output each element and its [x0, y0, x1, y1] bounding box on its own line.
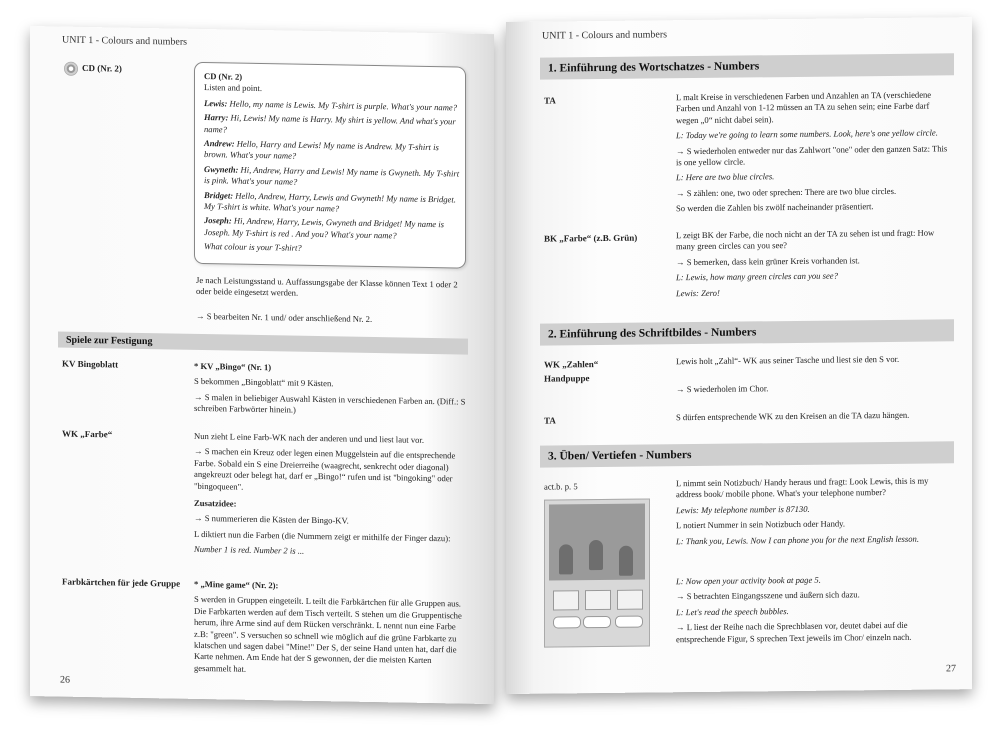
section-3: 3. Üben/ Vertiefen - Numbers: [540, 441, 954, 467]
line-text: Hi, Andrew, Harry, Lewis, Gwyneth and Bridget! My name is Joseph. My T-shirt is red . And you? What's your name?: [204, 216, 444, 241]
speaker: Andrew:: [204, 138, 235, 149]
note-arrow: → S bearbeiten Nr. 1 und/ oder anschließend Nr. 2.: [196, 310, 373, 324]
page-number: 26: [60, 674, 70, 686]
line-text: Hi, Andrew, Harry and Lewis! My name is Gwyneth. My T-shirt is pink. What's your name?: [204, 164, 460, 187]
figure: [589, 540, 603, 570]
line-text: Hello, Andrew, Harry, Lewis and Gwyneth! My name is Bridget. My T-shirt is white. What's your name?: [204, 190, 456, 214]
speaker: Lewis:: [204, 97, 228, 109]
s1-p3: L: Here are two blue circles.: [676, 171, 775, 183]
s3-text-b: [676, 573, 951, 649]
farbe-p3: → S nummerieren die Kästen der Bingo-KV.: [194, 513, 349, 527]
cd-icon: [64, 62, 78, 76]
dialogue-lines: [204, 98, 460, 243]
row-farbe: [194, 431, 469, 564]
row-mine-game: [194, 579, 469, 683]
label-wk-zahlen: WK „Zahlen“: [544, 359, 599, 370]
speaker: Joseph:: [204, 215, 232, 226]
farbe-p1: → S machen ein Kreuz oder legen einen Muggelstein auf die entsprechende Farbe. Sobald ein S eine Dreierreihe (waagrecht, senkrecht oder diagonal) angekreuzt oder belegt hat, darf er „Bingo!“ rufen und ist "bingoking" oder "bingoqueen".: [194, 446, 456, 492]
s1-p4: → S zählen: one, two oder sprechen: There are two blue circles.: [676, 185, 897, 199]
dialogue-box: [194, 62, 466, 269]
speaker: Bridget:: [204, 189, 234, 201]
line-text: Hello, Harry and Lewis! My name is Andrew. My T-shirt is brown. What's your name?: [204, 138, 439, 162]
section-2: 2. Einführung des Schriftbildes - Numbers: [540, 319, 954, 345]
line-text: Hi, Lewis! My name is Harry. My shirt is yellow. And what's your name?: [204, 112, 456, 135]
bingo-p1: S bekommen „Bingoblatt“ mit 9 Kästen.: [194, 376, 334, 389]
dialogue-line: [204, 216, 460, 243]
s3-p2: L notiert Nummer in sein Notizbuch oder Handy.: [676, 518, 846, 531]
section-1: 1. Einführung des Wortschatzes - Numbers: [540, 53, 954, 79]
s3-p7: → L liest der Reihe nach die Sprechblasen vor, deutet dabei auf die entsprechende Figur, S sprechen Text jeweils im Chor/ einzeln nach.: [676, 620, 912, 644]
line-text: Hello, my name is Lewis. My T-shirt is purple. What's your name?: [229, 98, 458, 113]
running-header: UNIT 1 - Colours and numbers: [542, 29, 668, 42]
box-subtitle: Listen and point.: [204, 82, 262, 94]
mine-p1: S werden in Gruppen eingeteilt. L teilt die Farbkärtchen für alle Gruppen aus. Die Farbkarten werden auf dem Tisch verteilt. S stehen um die Gruppentische herum, ihre Arme sind auf dem Rücken verschränkt. L nennt nun eine Farbe z.B: "green". S versuchen so schnell wie möglich auf die grüne Farbkarte zu klatschen und sagen dabei "Mine!" Der S, der seine Hand unten hat, darf die Karte nehmen. Am Ende hat der S gewonnen, der die meisten Karten gesammelt hat.: [194, 594, 462, 674]
s2-p1: → S wiederholen im Chor.: [676, 383, 769, 395]
activity-book-thumbnail: [544, 498, 650, 647]
label-ta-2: TA: [544, 415, 556, 426]
picture-cell: [585, 590, 611, 610]
s3-p3: L: Thank you, Lewis. Now I can phone you for the next English lesson.: [676, 533, 919, 546]
row-bingo: [194, 361, 469, 423]
bingo-p2: → S malen in beliebiger Auswahl Kästen in verschiedenen Farben an. (Diff.: S schreiben Farbwörter hinein.): [194, 391, 466, 415]
label-bk: BK „Farbe“ (z.B. Grün): [544, 232, 638, 244]
cd-label: CD (Nr. 2): [82, 62, 122, 74]
s1-text-a: [676, 89, 951, 219]
figure: [559, 544, 573, 574]
speaker: Gwyneth:: [204, 163, 239, 175]
farbe-p5: Number 1 is red. Number 2 is ...: [194, 544, 305, 557]
s1-p2: → S wiederholen entweder nur das Zahlwort "one" oder den ganzen Satz: This is one yellow circle.: [676, 143, 948, 168]
page-number: 27: [946, 663, 956, 675]
dialogue-line: [204, 112, 460, 139]
s2-p0: Lewis holt „Zahl“- WK aus seiner Tasche und liest sie den S vor.: [676, 353, 900, 367]
dialogue-line: [204, 138, 460, 165]
box-question: What colour is your T-shirt?: [204, 241, 302, 254]
act-b-label: act.b. p. 5: [544, 481, 578, 492]
label-ta: TA: [544, 95, 556, 106]
s3-p0: L nimmt sein Notizbuch/ Handy heraus und fragt: Look Lewis, this is my address book/ mobile phone. What's your telephone number?: [676, 475, 929, 500]
s1-text-b: [676, 227, 951, 303]
row-label-bingo: KV Bingoblatt: [62, 358, 119, 370]
running-header: UNIT 1 - Colours and numbers: [62, 34, 188, 48]
s2-p2: S dürfen entsprechende WK zu den Kreisen an die TA dazu hängen.: [676, 409, 910, 423]
s3-p6: L: Let's read the speech bubbles.: [676, 605, 789, 618]
row-label-karten: Farbkärtchen für jede Gruppe: [62, 576, 181, 589]
speech-bubble: [615, 616, 643, 628]
zusatzidee: Zusatzidee:: [194, 497, 237, 509]
s1-p9: Lewis: Zero!: [676, 287, 720, 298]
bingo-title: * KV „Bingo“ (Nr. 1): [194, 360, 272, 373]
label-handpuppe: Handpuppe: [544, 373, 590, 384]
s1-p1: L: Today we're going to learn some numbers. Look, here's one yellow circle.: [676, 127, 938, 141]
s1-p5: So werden die Zahlen bis zwölf nacheinander präsentiert.: [676, 201, 874, 214]
section-spiele: Spiele zur Festigung: [58, 331, 468, 354]
dialogue-line: [204, 164, 460, 191]
speech-bubble: [583, 616, 611, 628]
s3-p5: → S betrachten Eingangsszene und äußern sich dazu.: [676, 589, 860, 602]
s3-p4: L: Now open your activity book at page 5.: [676, 574, 821, 587]
row-label-farbe: WK „Farbe“: [62, 428, 113, 440]
right-page: [506, 17, 972, 694]
s3-text-a: [676, 475, 951, 551]
note-text: Je nach Leistungsstand u. Auffassungsgabe der Klasse können Text 1 oder 2 oder beide eingesetzt werden.: [196, 274, 458, 299]
s1-p7: → S bemerken, dass kein grüner Kreis vorhanden ist.: [676, 255, 860, 268]
picture-cell: [553, 590, 579, 610]
dialogue-line: [204, 98, 460, 114]
mine-title: * „Mine game“ (Nr. 2):: [194, 578, 279, 591]
s1-p8: L: Lewis, how many green circles can you see?: [676, 270, 838, 283]
s1-p0: L malt Kreise in verschiedenen Farben und Anzahlen an TA (verschiedene Farben und Anzahl von 1-12 müssen an TA zu sehen sein; eine Farbe darf wegen „0“ nicht dabei sein).: [676, 89, 932, 126]
speech-bubble: [553, 616, 581, 628]
s3-p1: Lewis: My telephone number is 87130.: [676, 503, 810, 516]
figure: [619, 546, 633, 576]
farbe-p0: Nun zieht L eine Farb-WK nach der anderen und und liest laut vor.: [194, 430, 424, 445]
left-page: [30, 26, 494, 704]
farbe-p4: L diktiert nun die Farben (die Nummern zeigt er mithilfe der Finger dazu):: [194, 528, 451, 544]
s1-p6: L zeigt BK der Farbe, die noch nicht an der TA zu sehen ist und fragt: How many green circles can you see?: [676, 227, 935, 252]
speaker: Harry:: [204, 112, 229, 123]
box-title: CD (Nr. 2): [204, 71, 243, 82]
picture-cell: [617, 590, 643, 610]
dialogue-line: [204, 190, 460, 217]
